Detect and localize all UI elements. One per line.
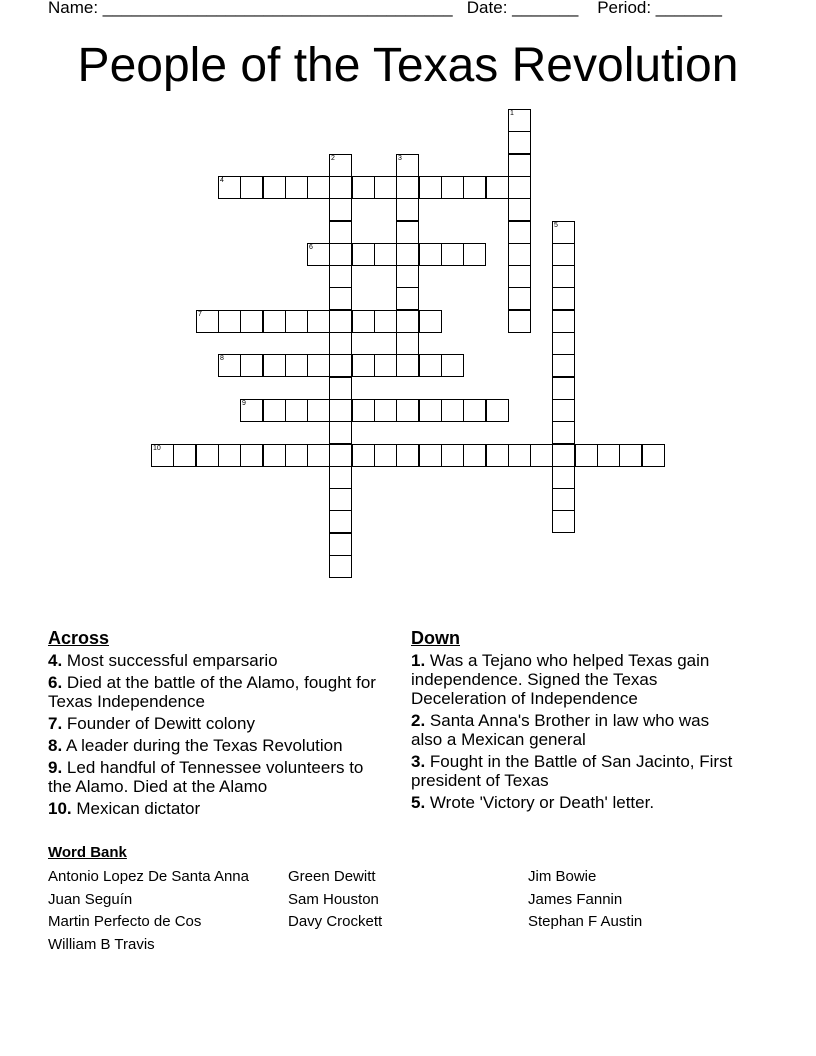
crossword-cell[interactable]	[329, 287, 352, 310]
crossword-cell[interactable]	[508, 198, 531, 221]
word-bank-item: Jim Bowie	[528, 868, 597, 885]
crossword-cell[interactable]	[396, 154, 419, 177]
across-clue	[48, 799, 388, 818]
clue-number-label: 9	[242, 400, 246, 407]
clue-text: Led handful of Tennessee volunteers to the Alamo. Died at the Alamo	[48, 758, 364, 796]
across-heading: Across	[48, 628, 110, 648]
crossword-cell[interactable]	[218, 444, 241, 467]
crossword-cell[interactable]	[329, 555, 352, 578]
across-clue	[48, 714, 388, 733]
crossword-cell[interactable]	[419, 444, 442, 467]
down-heading: Down	[411, 628, 460, 648]
crossword-cell[interactable]	[396, 354, 419, 377]
word-bank-heading: Word Bank	[48, 844, 127, 861]
crossword-cell[interactable]	[263, 310, 286, 333]
crossword-cell[interactable]	[329, 265, 352, 288]
crossword-cell[interactable]	[552, 488, 575, 511]
crossword-cell[interactable]	[151, 444, 174, 467]
clue-text: Was a Tejano who helped Texas gain independence. Signed the Texas Deceleration of Independence	[411, 651, 710, 708]
crossword-cell[interactable]	[218, 176, 241, 199]
crossword-cell[interactable]	[329, 399, 352, 422]
word-bank-item: Antonio Lopez De Santa Anna	[48, 868, 249, 885]
clue-text: A leader during the Texas Revolution	[65, 736, 343, 755]
clue-number: 10.	[48, 799, 72, 818]
crossword-cell[interactable]	[240, 399, 263, 422]
word-bank-item: Stephan F Austin	[528, 913, 643, 930]
crossword-cell[interactable]	[419, 310, 442, 333]
crossword-cell[interactable]	[240, 310, 263, 333]
crossword-cell[interactable]	[329, 198, 352, 221]
crossword-cell[interactable]	[329, 176, 352, 199]
crossword-cell[interactable]	[352, 399, 375, 422]
crossword-cell[interactable]	[352, 444, 375, 467]
crossword-cell[interactable]	[352, 310, 375, 333]
crossword-cell[interactable]	[374, 399, 397, 422]
crossword-cell[interactable]	[441, 444, 464, 467]
crossword-cell[interactable]	[329, 533, 352, 556]
word-bank-item: William B Travis	[48, 936, 155, 953]
crossword-cell[interactable]	[285, 176, 308, 199]
crossword-cell[interactable]	[218, 310, 241, 333]
crossword-cell[interactable]	[441, 176, 464, 199]
crossword-cell[interactable]	[329, 332, 352, 355]
crossword-cell[interactable]	[173, 444, 196, 467]
crossword-cell[interactable]	[240, 354, 263, 377]
crossword-cell[interactable]	[374, 243, 397, 266]
crossword-cell[interactable]	[240, 176, 263, 199]
down-clue	[411, 651, 741, 708]
crossword-cell[interactable]	[307, 310, 330, 333]
crossword-cell[interactable]	[486, 399, 509, 422]
crossword-cell[interactable]	[441, 354, 464, 377]
crossword-cell[interactable]	[508, 109, 531, 132]
crossword-cell[interactable]	[218, 354, 241, 377]
crossword-cell[interactable]	[597, 444, 620, 467]
header-name-date-period: Name: _____________________________________ Date: _______ Period: _______	[48, 0, 722, 17]
clue-number: 6.	[48, 673, 63, 692]
clue-number: 7.	[48, 714, 63, 733]
crossword-cell[interactable]	[508, 221, 531, 244]
crossword-cell[interactable]	[552, 265, 575, 288]
crossword-cell[interactable]	[263, 176, 286, 199]
crossword-cell[interactable]	[329, 310, 352, 333]
crossword-cell[interactable]	[552, 310, 575, 333]
crossword-cell[interactable]	[329, 421, 352, 444]
crossword-cell[interactable]	[374, 176, 397, 199]
crossword-cell[interactable]	[263, 354, 286, 377]
clue-number: 8.	[48, 736, 63, 755]
crossword-cell[interactable]	[552, 510, 575, 533]
crossword-cell[interactable]	[307, 243, 330, 266]
crossword-cell[interactable]	[552, 421, 575, 444]
clue-text: Founder of Dewitt colony	[66, 714, 255, 733]
crossword-cell[interactable]	[329, 354, 352, 377]
crossword-cell[interactable]	[396, 310, 419, 333]
crossword-cell[interactable]	[530, 444, 553, 467]
crossword-cell[interactable]	[396, 265, 419, 288]
across-clue	[48, 736, 388, 755]
crossword-cell[interactable]	[419, 354, 442, 377]
word-bank-item: Martin Perfecto de Cos	[48, 913, 202, 930]
clue-number: 2.	[411, 711, 426, 730]
crossword-cell[interactable]	[552, 332, 575, 355]
crossword-cell[interactable]	[419, 243, 442, 266]
word-bank-item: James Fannin	[528, 891, 623, 908]
across-clue	[48, 673, 388, 711]
crossword-cell[interactable]	[263, 399, 286, 422]
crossword-cell[interactable]	[396, 176, 419, 199]
crossword-cell[interactable]	[441, 399, 464, 422]
crossword-cell[interactable]	[374, 310, 397, 333]
crossword-cell[interactable]	[396, 287, 419, 310]
crossword-cell[interactable]	[396, 221, 419, 244]
crossword-cell[interactable]	[508, 444, 531, 467]
clue-text: Mexican dictator	[76, 799, 201, 818]
crossword-cell[interactable]	[508, 154, 531, 177]
crossword-cell[interactable]	[463, 444, 486, 467]
crossword-cell[interactable]	[196, 310, 219, 333]
clue-number-label: 7	[198, 311, 202, 318]
clue-number-label: 2	[331, 155, 335, 162]
clue-number-label: 6	[309, 244, 313, 251]
crossword-cell[interactable]	[329, 243, 352, 266]
across-clue	[48, 758, 388, 796]
crossword-cell[interactable]	[396, 332, 419, 355]
crossword-cell[interactable]	[352, 176, 375, 199]
down-clue	[411, 752, 741, 790]
crossword-cell[interactable]	[374, 354, 397, 377]
across-clue	[48, 651, 388, 670]
clue-text: Died at the battle of the Alamo, fought for Texas Independence	[48, 673, 376, 711]
crossword-cell[interactable]	[396, 444, 419, 467]
crossword-cell[interactable]	[329, 154, 352, 177]
crossword-cell[interactable]	[196, 444, 219, 467]
crossword-cell[interactable]	[575, 444, 598, 467]
word-bank-item: Davy Crockett	[288, 913, 383, 930]
crossword-cell[interactable]	[441, 243, 464, 266]
crossword-cell[interactable]	[329, 221, 352, 244]
clue-number-label: 3	[398, 155, 402, 162]
crossword-cell[interactable]	[329, 444, 352, 467]
down-clue	[411, 711, 741, 749]
crossword-cell[interactable]	[508, 287, 531, 310]
crossword-cell[interactable]	[307, 176, 330, 199]
crossword-cell[interactable]	[352, 243, 375, 266]
crossword-cell[interactable]	[329, 377, 352, 400]
down-clues	[411, 628, 741, 815]
crossword-cell[interactable]	[329, 510, 352, 533]
down-clue	[411, 793, 741, 812]
crossword-cell[interactable]	[263, 444, 286, 467]
crossword-cell[interactable]	[240, 444, 263, 467]
crossword-cell[interactable]	[396, 399, 419, 422]
word-bank-item: Sam Houston	[288, 891, 379, 908]
crossword-cell[interactable]	[419, 399, 442, 422]
crossword-cell[interactable]	[396, 243, 419, 266]
crossword-cell[interactable]	[619, 444, 642, 467]
clue-number: 5.	[411, 793, 426, 812]
crossword-cell[interactable]	[552, 399, 575, 422]
word-bank-item: Juan Seguín	[48, 891, 133, 908]
crossword-cell[interactable]	[419, 176, 442, 199]
crossword-cell[interactable]	[508, 243, 531, 266]
crossword-cell[interactable]	[642, 444, 665, 467]
crossword-cell[interactable]	[552, 243, 575, 266]
word-bank-item: Green Dewitt	[288, 868, 376, 885]
clue-number-label: 1	[510, 110, 514, 117]
crossword-cell[interactable]	[374, 444, 397, 467]
crossword-cell[interactable]	[508, 265, 531, 288]
crossword-cell[interactable]	[352, 354, 375, 377]
clue-number-label: 10	[153, 445, 161, 452]
clue-number: 3.	[411, 752, 426, 771]
crossword-cell[interactable]	[486, 176, 509, 199]
crossword-cell[interactable]	[307, 399, 330, 422]
clue-text: Santa Anna's Brother in law who was also a Mexican general	[411, 711, 710, 749]
crossword-cell[interactable]	[285, 399, 308, 422]
crossword-cell[interactable]	[486, 444, 509, 467]
clue-text: Most successful emparsario	[66, 651, 278, 670]
crossword-cell[interactable]	[463, 176, 486, 199]
crossword-cell[interactable]	[508, 310, 531, 333]
crossword-cell[interactable]	[508, 176, 531, 199]
clue-number-label: 4	[220, 177, 224, 184]
crossword-cell[interactable]	[329, 488, 352, 511]
crossword-cell[interactable]	[508, 131, 531, 154]
clue-text: Fought in the Battle of San Jacinto, First president of Texas	[411, 752, 733, 790]
crossword-cell[interactable]	[285, 354, 308, 377]
clue-text: Wrote 'Victory or Death' letter.	[429, 793, 655, 812]
crossword-cell[interactable]	[463, 399, 486, 422]
clue-number: 9.	[48, 758, 63, 777]
clue-number: 4.	[48, 651, 63, 670]
clue-number-label: 5	[554, 222, 558, 229]
crossword-cell[interactable]	[552, 287, 575, 310]
across-clues	[48, 628, 388, 821]
crossword-cell[interactable]	[329, 466, 352, 489]
crossword-cell[interactable]	[396, 198, 419, 221]
crossword-cell[interactable]	[307, 354, 330, 377]
clue-number: 1.	[411, 651, 426, 670]
crossword-cell[interactable]	[552, 354, 575, 377]
crossword-cell[interactable]	[552, 444, 575, 467]
crossword-cell[interactable]	[285, 444, 308, 467]
crossword-cell[interactable]	[307, 444, 330, 467]
clue-number-label: 8	[220, 355, 224, 362]
crossword-cell[interactable]	[552, 466, 575, 489]
crossword-cell[interactable]	[463, 243, 486, 266]
crossword-cell[interactable]	[552, 221, 575, 244]
page-title: People of the Texas Revolution	[77, 39, 739, 92]
crossword-cell[interactable]	[552, 377, 575, 400]
crossword-cell[interactable]	[285, 310, 308, 333]
